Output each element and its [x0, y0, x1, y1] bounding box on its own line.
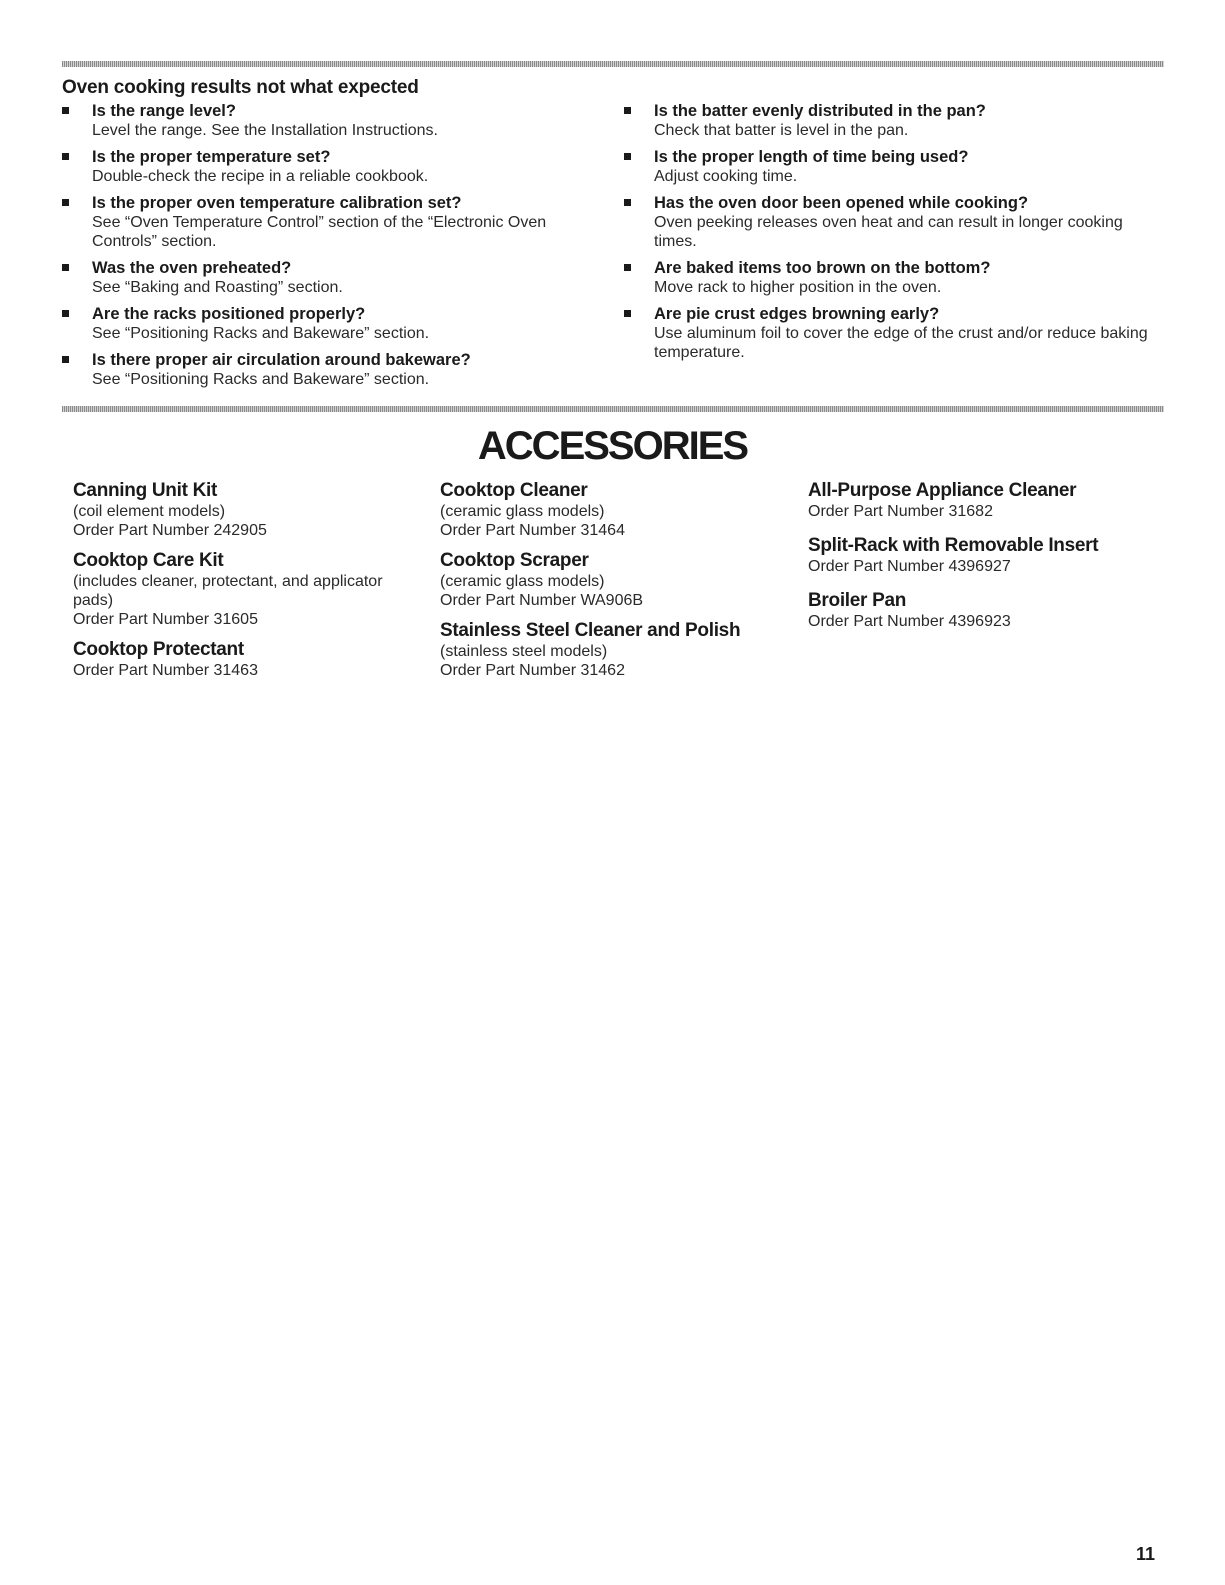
- troubleshooting-answer: See “Oven Temperature Control” section of the “Electronic Oven Controls” section.: [92, 214, 547, 250]
- troubleshooting-answer: See “Positioning Racks and Bakeware” section.: [92, 325, 430, 342]
- accessory-item: [73, 550, 403, 629]
- troubleshooting-question: Is the proper oven temperature calibration set?: [92, 194, 462, 212]
- troubleshooting-item: [62, 351, 582, 389]
- troubleshooting-item: [62, 259, 582, 297]
- troubleshooting-answer: Check that batter is level in the pan.: [654, 122, 909, 139]
- accessory-item: [440, 620, 785, 680]
- troubleshooting-answer: See “Positioning Racks and Bakeware” section.: [92, 371, 430, 388]
- troubleshooting-question: Is the batter evenly distributed in the pan?: [654, 102, 986, 120]
- troubleshooting-item: [624, 148, 1164, 186]
- troubleshooting-item: [624, 102, 1164, 140]
- accessory-part-number: Order Part Number 31682: [808, 503, 993, 520]
- accessory-item: [808, 480, 1168, 521]
- square-bullet-icon: [624, 107, 631, 114]
- accessory-item: [808, 535, 1168, 576]
- troubleshooting-question: Are the racks positioned properly?: [92, 305, 366, 323]
- troubleshooting-question: Is there proper air circulation around bakeware?: [92, 351, 471, 369]
- square-bullet-icon: [624, 199, 631, 206]
- accessory-name: Broiler Pan: [808, 590, 907, 611]
- accessory-detail: (ceramic glass models): [440, 503, 605, 520]
- accessory-detail: (stainless steel models): [440, 643, 608, 660]
- troubleshooting-answer: Move rack to higher position in the oven.: [654, 279, 942, 296]
- troubleshooting-question: Are pie crust edges browning early?: [654, 305, 940, 323]
- accessories-column-3: [808, 480, 1168, 641]
- accessory-name: Cooktop Scraper: [440, 550, 589, 571]
- troubleshooting-heading: Oven cooking results not what expected: [62, 77, 419, 98]
- troubleshooting-left-column: [62, 102, 582, 397]
- section-divider: [62, 406, 1164, 412]
- page-number: 11: [1136, 1544, 1156, 1564]
- accessory-detail: (includes cleaner, protectant, and applicator pads): [73, 573, 383, 609]
- troubleshooting-answer: See “Baking and Roasting” section.: [92, 279, 343, 296]
- troubleshooting-item: [62, 102, 582, 140]
- accessory-item: [440, 480, 785, 540]
- troubleshooting-answer: Level the range. See the Installation Instructions.: [92, 122, 438, 139]
- accessory-item: [73, 639, 403, 680]
- troubleshooting-answer: Use aluminum foil to cover the edge of the crust and/or reduce baking temperature.: [654, 325, 1148, 361]
- accessory-detail: (ceramic glass models): [440, 573, 605, 590]
- accessory-name: Cooktop Care Kit: [73, 550, 224, 571]
- square-bullet-icon: [624, 310, 631, 317]
- accessory-detail: (coil element models): [73, 503, 226, 520]
- square-bullet-icon: [62, 310, 69, 317]
- troubleshooting-item: [62, 305, 582, 343]
- accessories-column-2: [440, 480, 785, 690]
- troubleshooting-answer: Oven peeking releases oven heat and can result in longer cooking times.: [654, 214, 1123, 250]
- accessory-part-number: Order Part Number 31464: [440, 522, 625, 539]
- troubleshooting-question: Has the oven door been opened while cooking?: [654, 194, 1029, 212]
- accessory-name: Canning Unit Kit: [73, 480, 218, 501]
- accessory-item: [440, 550, 785, 610]
- troubleshooting-question: Are baked items too brown on the bottom?: [654, 259, 991, 277]
- accessory-name: Stainless Steel Cleaner and Polish: [440, 620, 741, 641]
- square-bullet-icon: [624, 153, 631, 160]
- accessory-part-number: Order Part Number 242905: [73, 522, 267, 539]
- square-bullet-icon: [62, 356, 69, 363]
- accessories-column-1: [73, 480, 403, 690]
- square-bullet-icon: [62, 153, 69, 160]
- accessories-title: ACCESSORIES: [477, 424, 748, 468]
- accessory-name: Cooktop Protectant: [73, 639, 244, 660]
- troubleshooting-item: [62, 194, 582, 251]
- square-bullet-icon: [624, 264, 631, 271]
- accessory-item: [73, 480, 403, 540]
- troubleshooting-item: [624, 305, 1164, 362]
- troubleshooting-answer: Adjust cooking time.: [654, 168, 798, 185]
- troubleshooting-item: [62, 148, 582, 186]
- accessory-name: All-Purpose Appliance Cleaner: [808, 480, 1077, 501]
- accessory-part-number: Order Part Number 31463: [73, 662, 258, 679]
- troubleshooting-question: Is the range level?: [92, 102, 236, 120]
- accessory-part-number: Order Part Number 31605: [73, 611, 258, 628]
- accessory-part-number: Order Part Number 4396923: [808, 613, 1011, 630]
- troubleshooting-item: [624, 194, 1164, 251]
- accessory-part-number: Order Part Number 4396927: [808, 558, 1011, 575]
- accessory-item: [808, 590, 1168, 631]
- troubleshooting-right-column: [624, 102, 1164, 370]
- top-divider: [62, 61, 1164, 67]
- square-bullet-icon: [62, 199, 69, 206]
- accessory-part-number: Order Part Number WA906B: [440, 592, 644, 609]
- square-bullet-icon: [62, 264, 69, 271]
- troubleshooting-question: Is the proper temperature set?: [92, 148, 331, 166]
- accessory-name: Split-Rack with Removable Insert: [808, 535, 1099, 556]
- troubleshooting-item: [624, 259, 1164, 297]
- accessory-part-number: Order Part Number 31462: [440, 662, 625, 679]
- troubleshooting-question: Is the proper length of time being used?: [654, 148, 969, 166]
- accessory-name: Cooktop Cleaner: [440, 480, 588, 501]
- square-bullet-icon: [62, 107, 69, 114]
- troubleshooting-question: Was the oven preheated?: [92, 259, 292, 277]
- troubleshooting-answer: Double-check the recipe in a reliable cookbook.: [92, 168, 429, 185]
